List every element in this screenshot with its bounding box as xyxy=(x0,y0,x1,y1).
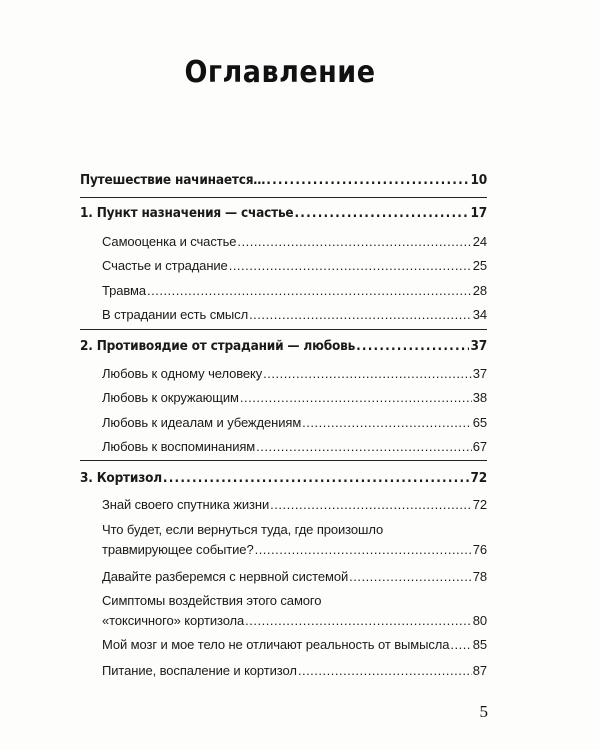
toc-entry-title: Любовь к окружающим xyxy=(102,390,239,405)
dot-leader xyxy=(240,389,472,406)
toc-entry-title: Любовь к воспоминаниям xyxy=(102,439,256,454)
toc-section xyxy=(102,592,487,629)
toc-entry-title: травмирующее событие? xyxy=(102,542,254,557)
toc-entry-title: Путешествие начинается… xyxy=(80,172,266,188)
toc-section xyxy=(102,496,487,513)
separator-line xyxy=(80,197,487,198)
toc-section xyxy=(102,438,487,455)
toc-entry-title: 1. Пункт назначения — счастье xyxy=(80,205,294,221)
toc-entry-title: «токсичного» кортизола xyxy=(102,613,245,628)
toc-entry-page: 34 xyxy=(472,307,487,322)
dot-leader xyxy=(298,662,472,679)
toc-entry-title: Давайте разберемся с нервной системой xyxy=(102,569,349,584)
toc-section xyxy=(102,414,487,431)
toc-section xyxy=(102,389,487,406)
toc-entry-title: Мой мозг и мое тело не отличают реальность от вымысла xyxy=(102,637,450,652)
toc-section xyxy=(102,365,487,382)
toc-chapter xyxy=(80,470,487,487)
dot-leader xyxy=(256,438,472,455)
toc-entry-page: 37 xyxy=(470,338,487,354)
dot-leader xyxy=(237,233,471,250)
toc-section xyxy=(102,636,487,653)
toc-entry-title-line1: Что будет, если вернуться туда, где произошло xyxy=(102,522,384,537)
toc-chapter xyxy=(80,205,487,222)
toc-entry-page: 85 xyxy=(472,637,487,652)
dot-leader xyxy=(270,496,472,513)
toc-entry-title: Самооценка и счастье xyxy=(102,234,237,249)
separator-line xyxy=(80,329,487,330)
toc-section xyxy=(102,282,487,299)
toc-entry-page: 37 xyxy=(472,366,487,381)
toc-entry-page: 72 xyxy=(470,470,487,486)
toc-entry-title: Травма xyxy=(102,283,146,298)
toc-chapter xyxy=(80,172,487,189)
toc-section xyxy=(102,306,487,323)
dot-leader xyxy=(266,172,469,189)
dot-leader xyxy=(163,470,470,487)
dot-leader xyxy=(302,414,472,431)
toc-entry-page: 25 xyxy=(472,258,487,273)
toc-entry-page: 80 xyxy=(472,613,487,628)
dot-leader xyxy=(263,365,472,382)
page-title: Оглавление xyxy=(184,55,376,90)
toc-section xyxy=(102,568,487,585)
toc-entry-title-line1: Симптомы воздействия этого самого xyxy=(102,593,322,608)
toc-entry-page: 10 xyxy=(470,172,487,188)
toc-chapter xyxy=(80,338,487,355)
toc-entry-title: Питание, воспаление и кортизол xyxy=(102,663,297,678)
toc-entry-title: 2. Противоядие от страданий — любовь xyxy=(80,338,356,354)
toc-entry-page: 67 xyxy=(472,439,487,454)
toc-entry-page: 76 xyxy=(472,542,487,557)
dot-leader xyxy=(255,541,472,558)
toc-entry-title: Любовь к одному человеку xyxy=(102,366,263,381)
dot-leader xyxy=(249,306,472,323)
toc-entry-page: 65 xyxy=(472,415,487,430)
toc-entry-title: Знай своего спутника жизни xyxy=(102,497,270,512)
dot-leader xyxy=(229,257,472,274)
toc-entry-page: 38 xyxy=(472,390,487,405)
dot-leader xyxy=(294,205,469,222)
toc-entry-page: 28 xyxy=(472,283,487,298)
toc-entry-title: В страдании есть смысл xyxy=(102,307,249,322)
page-number: 5 xyxy=(479,702,488,721)
toc-entry-page: 17 xyxy=(470,205,487,221)
toc-entry-title: Любовь к идеалам и убеждениям xyxy=(102,415,302,430)
toc-section xyxy=(102,521,487,558)
toc-entry-title: 3. Кортизол xyxy=(80,470,162,486)
dot-leader xyxy=(356,338,469,355)
dot-leader xyxy=(349,568,472,585)
dot-leader xyxy=(147,282,472,299)
toc-section xyxy=(102,233,487,250)
separator-line xyxy=(80,460,487,461)
toc-section xyxy=(102,257,487,274)
toc-section xyxy=(102,662,487,679)
dot-leader xyxy=(450,636,471,653)
toc-entry-page: 87 xyxy=(472,663,487,678)
toc-entry-title: Счастье и страдание xyxy=(102,258,228,273)
toc-entry-page: 78 xyxy=(472,569,487,584)
toc-entry-page: 72 xyxy=(472,497,487,512)
dot-leader xyxy=(245,612,472,629)
toc-entry-page: 24 xyxy=(472,234,487,249)
